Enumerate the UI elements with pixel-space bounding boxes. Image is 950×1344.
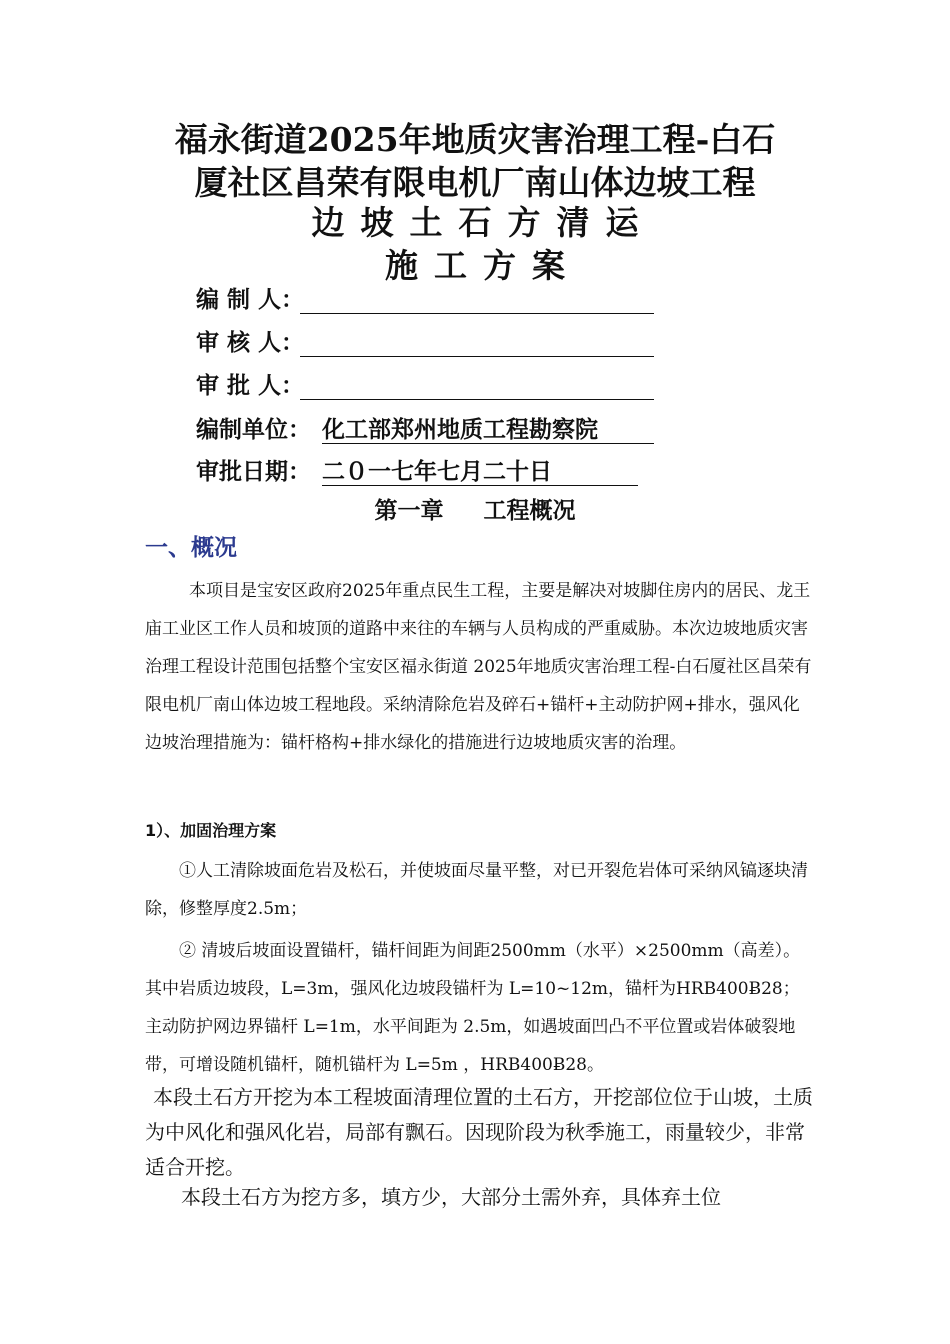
approver-value <box>300 370 654 400</box>
approval-date-label: 审批日期： <box>196 458 311 485</box>
compiler-value <box>300 284 654 314</box>
reviewer-value <box>300 327 654 357</box>
item-2-text: ② 清坡后坡面设置锚杆，锚杆间距为间距2500mm（水平）×2500mm（高差）。其中岩质边坡段，L=3m，强风化边坡段锚杆为 L=10~12m，锚杆为HRB400Ƀ28；主动防护网边界锚杆 L=1m，水平间距为 2.5m，如遇坡面凹凸不平位置或岩体破裂地带，可增设随机锚杆，随机锚杆为 L=5m ，HRB400Ƀ28。 <box>145 941 801 1075</box>
organization-label: 编制单位： <box>196 416 311 443</box>
chapter-heading <box>0 495 950 527</box>
organization-field <box>196 414 598 446</box>
reviewer-field <box>196 327 304 359</box>
subheading: 1）、加固治理方案 <box>145 821 277 840</box>
chapter-name: 工程概况 <box>483 497 576 524</box>
overview-paragraph <box>145 572 815 762</box>
compiler-label: 编 制 人： <box>196 286 305 313</box>
approval-date-field <box>196 456 552 488</box>
approval-date-value: 二０一七年七月二十日 <box>322 456 638 486</box>
approver-field <box>196 370 304 402</box>
document-title-line-3: 边坡土石方清运 <box>311 203 655 242</box>
excavation-paragraph <box>145 1080 815 1185</box>
item-1-text: ①人工清除坡面危岩及松石，并使坡面尽量平整，对已开裂危岩体可采纳风镐逐块清除，修整厚度2.5m； <box>145 861 808 919</box>
document-title-line-2: 厦社区昌荣有限电机厂南山体边坡工程 <box>194 163 756 202</box>
fill-paragraph <box>145 1180 815 1215</box>
document-title-line-4: 施工方案 <box>385 246 581 285</box>
section-heading: 一、概况 <box>145 534 237 561</box>
compiler-field <box>196 284 304 316</box>
overview-text: 本项目是宝安区政府2025年重点民生工程，主要是解决对坡脚住房内的居民、龙王庙工业区工作人员和坡顶的道路中来往的车辆与人员构成的严重威胁。本次边坡地质灾害治理工程设计范围包括整个宝安区福永街道 2025年地质灾害治理工程-白石厦社区昌荣有限电机厂南山体边坡工程地段。采纳清除危岩及碎石+锚杆+主动防护网+排水，强风化边坡治理措施为：锚杆格构+排水绿化的措施进行边坡地质灾害的治理。 <box>145 581 812 753</box>
document-title-line-1: 福永街道2025年地质灾害治理工程-白石 <box>174 120 776 159</box>
organization-value: 化工部郑州地质工程勘察院 <box>322 414 654 444</box>
approver-label: 审 批 人： <box>196 372 305 399</box>
item-1-paragraph <box>145 852 815 928</box>
fill-text: 本段土石方为挖方多，填方少，大部分土需外弃，具体弃土位 <box>181 1185 721 1209</box>
reviewer-label: 审 核 人： <box>196 329 305 356</box>
item-2-paragraph <box>145 932 815 1084</box>
excavation-text: 本段土石方开挖为本工程坡面清理位置的土石方，开挖部位位于山坡，土质为中风化和强风化岩，局部有飘石。因现阶段为秋季施工，雨量较少，非常适合开挖。 <box>145 1085 813 1179</box>
chapter-number: 第一章 <box>374 497 444 524</box>
